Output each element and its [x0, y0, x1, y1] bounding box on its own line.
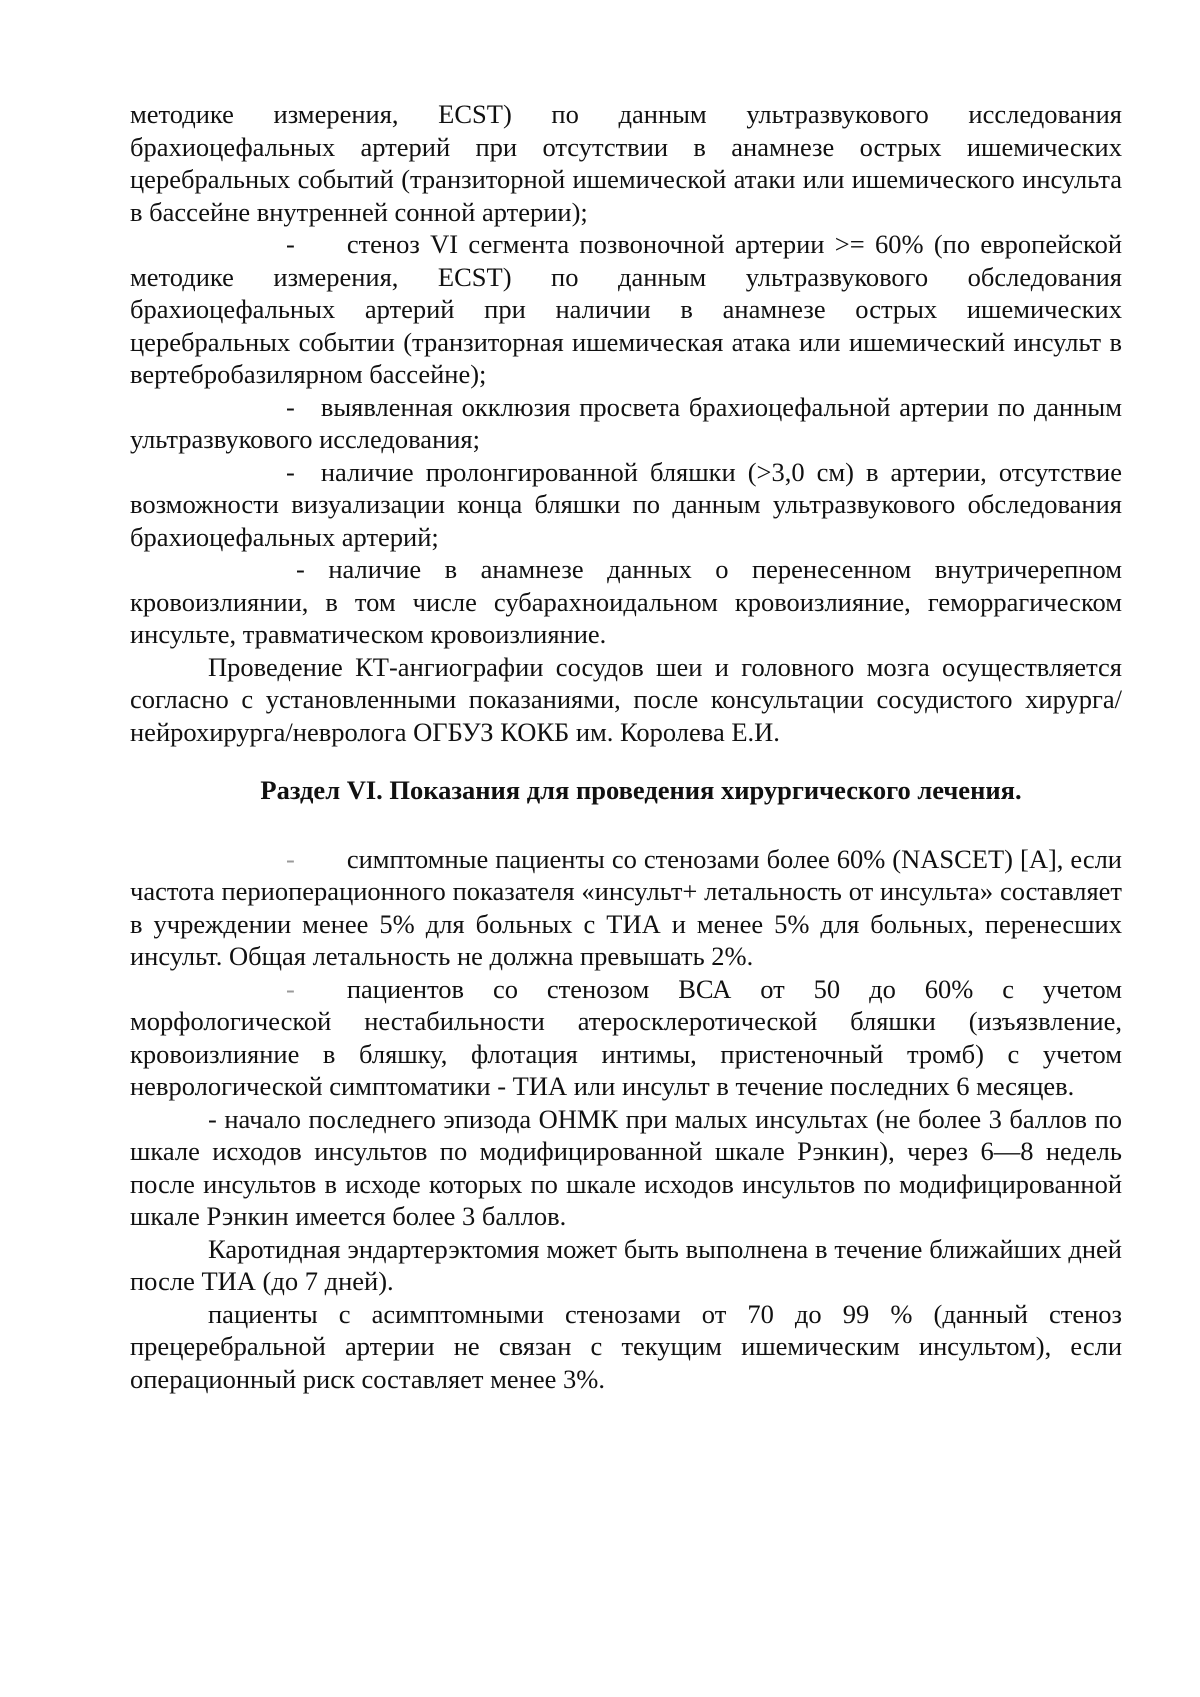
list-item-stenosis-50-60: [130, 973, 1122, 1103]
carotid-endarterectomy-paragraph: Каротидная эндартерэктомия может быть выполнена в течение ближайших дней после ТИА (до 7 дней).: [130, 1233, 1122, 1296]
section-heading: Раздел VI. Показания для проведения хирургического лечения.: [260, 775, 1022, 805]
list-item-vertebral-stenosis: [130, 228, 1122, 391]
ct-angiography-paragraph: Проведение КТ-ангиографии сосудов шеи и головного мозга осуществляется согласно с установленными показаниями, после консультации сосудистого хирурга/ нейрохирурга/невролога ОГБУЗ КОКБ им. Королева Е.И.: [130, 651, 1122, 747]
list-item-prolonged-plaque: [130, 456, 1122, 554]
list-dash: -: [286, 973, 295, 1004]
onmk-paragraph: - начало последнего эпизода ОНМК при малых инсультах (не более 3 баллов по шкале исходов инсультов по модифицированной шкале Рэнкин), через 6—8 недель после инсультов в исходе которых по шкале исходов инсультов по модифицированной шкале Рэнкин имеется более 3 баллов.: [130, 1103, 1122, 1231]
list-dash: -: [286, 229, 295, 259]
intro-paragraph: методике измерения, ECST) по данным ультразвукового исследования брахиоцефальных артерий при отсутствии в анамнезе острых ишемических церебральных событий (транзиторной ишемической атаки или ишемического инсульта в бассейне внутренней сонной артерии);: [130, 99, 1122, 227]
list-item-symptomatic: [130, 843, 1122, 973]
list-dash: -: [286, 391, 295, 422]
list-item-text: наличие в анамнезе данных о перенесенном внутричерепном кровоизлиянии, в том числе субарахноидальном кровоизлияние, геморрагическом инсульте, травматическом кровоизлияние.: [130, 554, 1123, 649]
list-item-text: наличие пролонгированной бляшки (>3,0 см) в артерии, отсутствие возможности визуализации конца бляшки по данным ультразвукового обследования брахиоцефальных артерий;: [130, 456, 1122, 552]
list-dash: -: [296, 554, 305, 584]
document-page: [130, 98, 1122, 1395]
list-dash: -: [286, 456, 295, 487]
list-item-text: пациентов со стенозом ВСА от 50 до 60% с учетом морфологической нестабильности атеросклеротической бляшки (изъязвление, кровоизлияние в бляшку, флотация интимы, пристеночный тромб) с учетом неврологической симптоматики - ТИА или инсульт в течение последних 6 месяцев.: [130, 973, 1122, 1101]
list-item-hemorrhage: [130, 553, 1122, 651]
list-item-occlusion: [130, 391, 1122, 456]
list-item-text: выявленная окклюзия просвета брахиоцефальной артерии по данным ультразвукового исследования;: [130, 391, 1122, 454]
list-item-text: симптомные пациенты со стенозами более 60% (NASCET) [А], если частота периоперационного показателя «инсульт+ летальность от инсульта» составляет в учреждении менее 5% для больных с ТИА и менее 5% для больных, перенесших инсульт. Общая летальность не должна превышать 2%.: [130, 843, 1122, 971]
list-item-text: стеноз VI сегмента позвоночной артерии >= 60% (по европейской методике измерения, ECST) по данным ультразвукового обследования брахиоцефальных артерий при наличии в анамнезе острых ишемических церебральных событии (транзиторная ишемическая атака или ишемический инсульт в вертебробазилярном бассейне);: [130, 229, 1122, 389]
asymptomatic-paragraph: пациенты с асимптомными стенозами от 70 до 99 % (данный стеноз прецеребральной артерии не связан с текущим ишемическим инсультом), если операционный риск составляет менее 3%.: [130, 1298, 1122, 1394]
list-dash: -: [286, 843, 295, 874]
